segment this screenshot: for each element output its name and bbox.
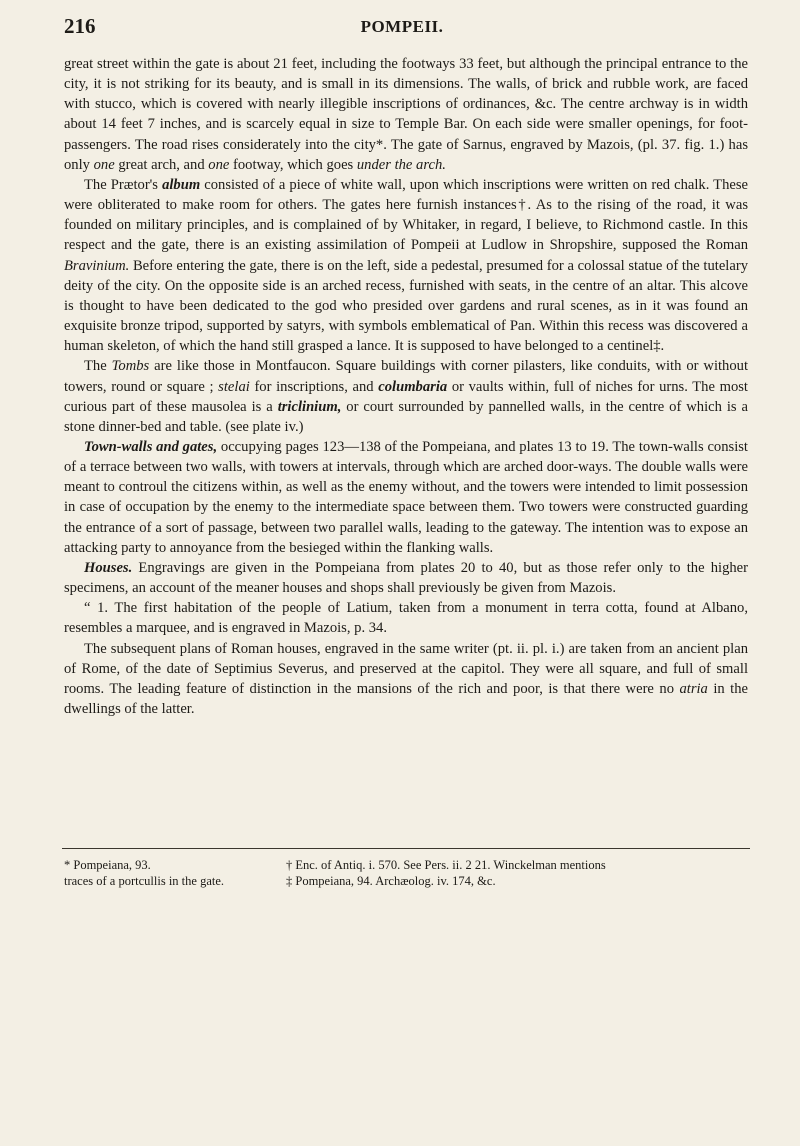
text-run: triclinium, bbox=[277, 398, 342, 415]
paragraph bbox=[64, 175, 748, 356]
text-run: for inscriptions, and bbox=[249, 378, 379, 395]
text-run: or court surrounded by pannelled walls, in the centre of which is a stone dinner-bed and table. (see plate iv.) bbox=[64, 398, 748, 435]
page-header bbox=[64, 14, 740, 44]
text-run: Engravings are given in the Pompeiana from plates 20 to 40, but as those refer only to the higher specimens, an account of the meaner houses and shops shall previously be given from Mazois. bbox=[64, 559, 748, 597]
running-title: POMPEII. bbox=[360, 17, 444, 36]
text-run: Houses. bbox=[84, 559, 133, 576]
footnote-dagger: † Enc. of Antiq. i. 570. See Pers. ii. 2 21. Winckelman mentions bbox=[286, 858, 606, 872]
text-run: or vaults within, full of niches for urns. The most curious part of these mausolea is a bbox=[64, 378, 748, 415]
paragraph bbox=[64, 598, 748, 638]
text-run: Town-walls and gates, bbox=[84, 438, 218, 455]
text-run: great arch, and bbox=[114, 156, 209, 173]
body-text bbox=[64, 54, 748, 719]
footnote-star bbox=[64, 857, 264, 889]
text-run: great street within the gate is about 21 feet, including the footways 33 feet, but although the principal entrance to the city, it is not striking for its beauty, and is small in its dimensions. The walls, of brick and rubble work, are faced with stucco, which is covered with nearly illegible inscriptions of ordinances, &c. The centre archway is in width about 14 feet 7 inches, and is scarcely equal in size to Temple Bar. On each side were smaller openings, for foot-passengers. The road rises considerately into the city*. The gate of Sarnus, engraved by Mazois, (pl. 37. fig. 1.) has only bbox=[64, 56, 748, 173]
text-run: Bravinium. bbox=[64, 257, 130, 274]
text-run: “ 1. The first habitation of the people of Latium, taken from a monument in terra cotta, found at Albano, resembles a marquee, and is engraved in Mazois, p. 34. bbox=[64, 600, 748, 637]
footnote-star-continuation: traces of a portcullis in the gate. bbox=[64, 874, 225, 888]
paragraph bbox=[64, 558, 748, 598]
text-run: Before entering the gate, there is on the left, side a pedestal, presumed for a colossal statue of the tutelary deity of the city. On the opposite side is an arched recess, furnished with seats, in the centre of an altar. This alcove is thought to have been dedicated to the god who presided over gardens and rural scenes, as in it was found an exquisite bronze tripod, supported by satyrs, with symbols emblematical of Pan. Within this recess was discovered a human skeleton, of which the hand still grasped a lance. It is supposed to have belonged to a centinel‡. bbox=[64, 257, 748, 355]
text-run: columbaria bbox=[378, 378, 448, 395]
text-run: The Prætor's bbox=[84, 176, 163, 193]
text-run: in the dwellings of the latter. bbox=[64, 680, 748, 717]
text-run: stelai bbox=[218, 378, 250, 395]
paragraph bbox=[64, 54, 748, 175]
footnote-double-dagger: ‡ Pompeiana, 94. Archæolog. iv. 174, &c. bbox=[286, 874, 496, 888]
text-run: are like those in Montfaucon. Square buildings with corner pilasters, like conduits, with or without towers, round or square ; bbox=[64, 358, 748, 395]
page-number: 216 bbox=[64, 14, 96, 38]
text-run: one bbox=[93, 156, 115, 173]
footnote-divider bbox=[62, 848, 750, 849]
footnote-daggers bbox=[286, 857, 756, 889]
text-run: atria bbox=[679, 680, 708, 697]
text-run: The subsequent plans of Roman houses, engraved in the same writer (pt. ii. pl. i.) are taken from an ancient plan of Rome, of the date of Septimius Severus, and preserved at the capitol. They were all square, and full of small rooms. The leading feature of distinction in the mansions of the rich and poor, is that there were no bbox=[64, 640, 748, 697]
text-run: footway, which goes bbox=[229, 156, 357, 173]
text-run: one bbox=[208, 156, 230, 173]
text-run: The bbox=[84, 358, 112, 375]
text-run: under the arch. bbox=[356, 156, 446, 173]
paragraph bbox=[64, 437, 748, 558]
text-run: occupying pages 123—138 of the Pompeiana, and plates 13 to 19. The town-walls consist of a terrace between two walls, with towers at intervals, through which are arched door-ways. The double walls were meant to controul the citizens within, as well as the enemy without, and the towers were intended to limit possession in case of occupation by the enemy to the intermediate space between them. Two towers were constructed guarding the entrance of a sort of passage, between two parallel walls, leading to the gateway. The intention was to expose an attacking party to annoyance from the besieged within the flanking walls. bbox=[64, 438, 748, 556]
text-run: Tombs bbox=[111, 358, 150, 375]
paragraph bbox=[64, 356, 748, 437]
text-run: consisted of a piece of white wall, upon which inscriptions were written on red chalk. These were obliterated to make room for others. The gates here furnish instances†. As to the rising of the road, it was founded on military principles, and is complained of by Whitaker, in regard, I believe, to Richmond castle. In this respect and the gate, there is an existing assimilation of Pompeii at Ludlow in Shropshire, supposed the Roman bbox=[64, 176, 749, 254]
text-run: album bbox=[162, 176, 201, 193]
footnote-star-line: * Pompeiana, 93. bbox=[64, 858, 151, 872]
paragraph bbox=[64, 639, 748, 720]
